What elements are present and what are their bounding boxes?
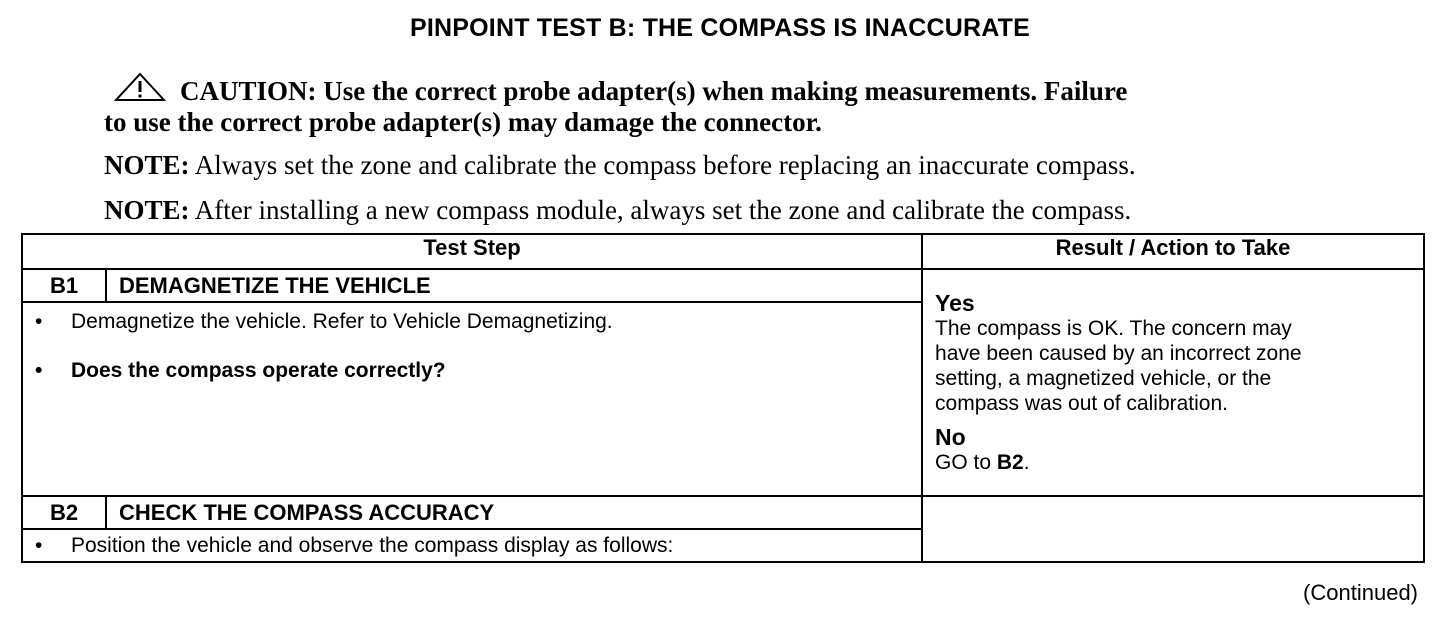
step-b1-title-row (22, 269, 1424, 302)
result-yes-text-2: have been caused by an incorrect zone (935, 342, 1302, 365)
page-title: PINPOINT TEST B: THE COMPASS IS INACCURATE (410, 14, 1030, 42)
pinpoint-test-table (21, 233, 1425, 563)
note-label: NOTE: (104, 195, 190, 225)
caution-text-line2: to use the correct probe adapter(s) may damage the connector. (104, 107, 822, 137)
note-text: After installing a new compass module, always set the zone and calibrate the compass. (194, 195, 1132, 225)
continued-label: (Continued) (1303, 580, 1418, 605)
step-id: B2 (22, 496, 106, 529)
step-question: • Does the compass operate correctly? (23, 358, 921, 384)
result-no-text (935, 450, 1423, 475)
caution-block (104, 72, 1324, 138)
result-no-prefix: GO to (935, 451, 997, 474)
step-b1-result (922, 269, 1424, 496)
note-1 (104, 150, 1404, 181)
step-id: B1 (22, 269, 106, 302)
step-title: DEMAGNETIZE THE VEHICLE (106, 269, 922, 302)
step-title: CHECK THE COMPASS ACCURACY (106, 496, 922, 529)
step-b1-body (22, 302, 922, 496)
note-2 (104, 195, 1404, 226)
header-result-action: Result / Action to Take (922, 234, 1424, 269)
note-label: NOTE: (104, 150, 190, 180)
result-no-target: B2 (996, 451, 1024, 474)
result-yes-text-1: The compass is OK. The concern may (935, 317, 1292, 340)
table-header-row (22, 234, 1424, 269)
result-yes-label: Yes (935, 290, 975, 316)
step-bullet: • Demagnetize the vehicle. Refer to Vehicle Demagnetizing. (23, 309, 921, 335)
result-yes-text-3: setting, a magnetized vehicle, or the (935, 367, 1272, 390)
caution-text-line1: CAUTION: Use the correct probe adapter(s) when making measurements. Failure (180, 76, 1128, 106)
result-yes-text-4: compass was out of calibration. (935, 392, 1228, 415)
step-bullet: • Position the vehicle and observe the compass display as follows: (23, 530, 921, 561)
step-b2-title-row (22, 496, 1424, 529)
step-b2-result (922, 496, 1424, 562)
result-no-label: No (935, 424, 966, 450)
header-test-step: Test Step (22, 234, 922, 269)
warning-triangle-icon (114, 72, 166, 102)
note-text: Always set the zone and calibrate the compass before replacing an inaccurate compass. (194, 150, 1136, 180)
result-no-suffix: . (1023, 451, 1030, 474)
step-b2-body (22, 529, 922, 562)
